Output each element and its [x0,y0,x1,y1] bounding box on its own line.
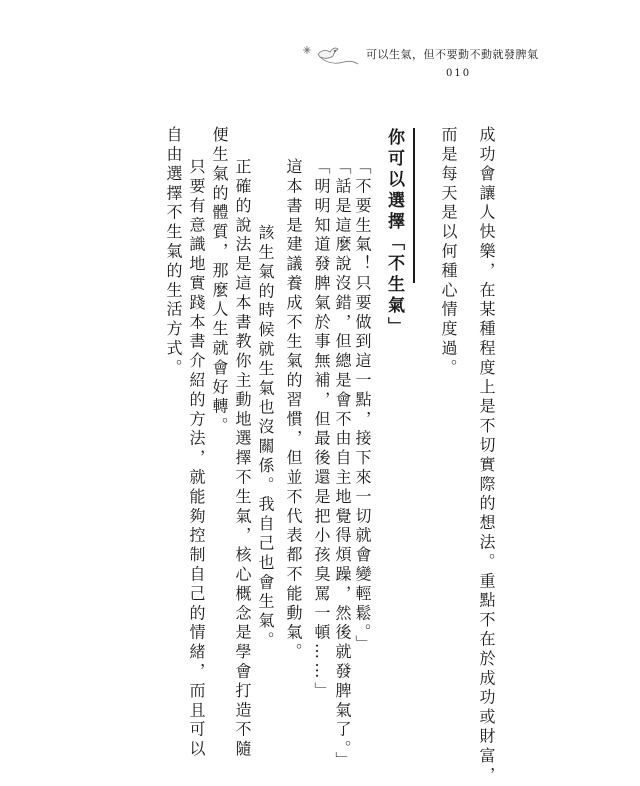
body-paragraph-3-line-2: 便生氣的體質，那麼人生就會好轉。 [210,126,229,437]
section-heading: 你可以選擇「不生氣」 [384,128,404,338]
quote-line-1: 「不要生氣！只要做到這一點，接下來一切就會變輕鬆。」 [353,158,372,655]
quote-line-2: 「話是這麼說沒錯，但總是會不由自主地覺得煩躁，然後就發脾氣了。」 [333,158,352,771]
intro-paragraph-line-1: 成功會讓人快樂，在某種程度上是不切實際的想法。重點不在於成功或財富， [477,126,496,786]
heading-rule [413,128,415,283]
quote-line-3: 「明明知道發脾氣於事無補，但最後還是把小孩臭罵一頓……」 [312,158,331,702]
intro-paragraph-line-2: 而是每天是以何種心情度過。 [439,126,458,379]
running-title: 可以生氣，但不要動不動就發脾氣 [366,48,539,61]
body-paragraph-4-line-1: 只要有意識地實踐本書介紹的方法，就能夠控制自己的情緒，而且可以 [187,158,206,760]
bird-ornament-icon [300,40,360,70]
body-paragraph-1: 這本書是建議養成不生氣的習慣，但並不代表都不能動氣。 [284,158,303,663]
body-paragraph-4-line-2: 自由選擇不生氣的生活方式。 [164,126,183,379]
body-paragraph-3-line-1: 正確的說法是這本書教你主動地選擇不生氣，核心概念是學會打造不隨 [233,158,252,760]
body-paragraph-2: 該生氣的時候就生氣也沒關係。我自己也會生氣。 [256,224,275,651]
page-number: 010 [446,68,472,79]
